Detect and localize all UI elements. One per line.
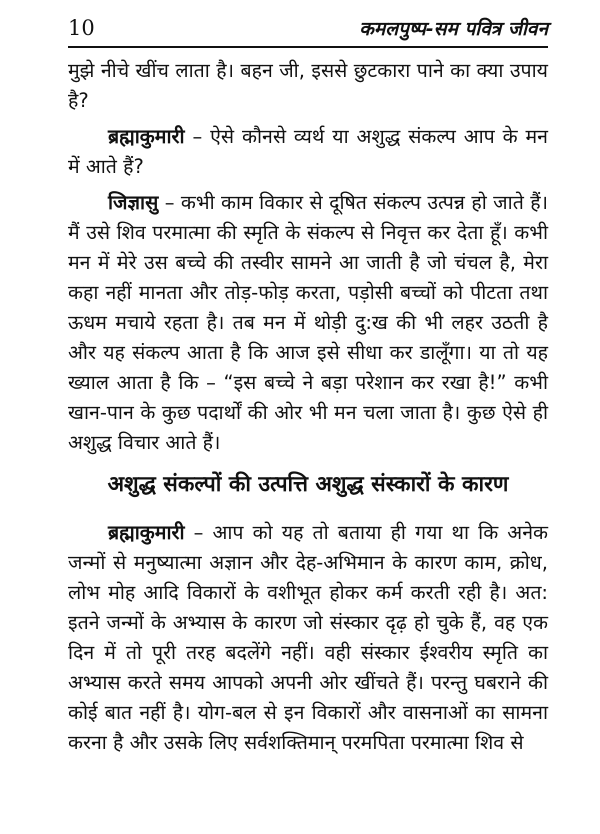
header-rule	[68, 46, 548, 48]
paragraph-brahmakumari-question	[68, 122, 548, 182]
paragraph-text: – ऐसे कौनसे व्यर्थ या अशुद्ध संकल्प आप के मन में आते हैं?	[68, 125, 548, 178]
paragraph-continuation	[68, 56, 548, 116]
paragraph-jigyasu-answer	[68, 188, 548, 458]
speaker-label: जिज्ञासु	[108, 191, 159, 214]
page-body	[68, 56, 548, 764]
running-title: कमलपुष्प-सम पवित्र जीवन	[359, 18, 548, 40]
speaker-label: ब्रह्माकुमारी	[108, 521, 185, 544]
paragraph-text: मुझे नीचे खींच लाता है। बहन जी, इससे छुटकारा पाने का क्या उपाय है?	[68, 59, 548, 112]
speaker-label: ब्रह्माकुमारी	[108, 125, 185, 148]
page-header	[68, 14, 548, 44]
page-number: 10	[68, 16, 95, 40]
paragraph-text: – कभी काम विकार से दूषित संकल्प उत्पन्न हो जाते हैं। मैं उसे शिव परमात्मा की स्मृति के संकल्प से निवृत्त कर देता हूँ। कभी मन में मेरे उस बच्चे की तस्वीर सामने आ जाती है जो चंचल है, मेरा कहा नहीं मानता और तोड़-फोड़ करता, पड़ोसी बच्चों को पीटता तथा ऊधम मचाये रहता है। तब मन में थोड़ी दु:ख की भी लहर उठती है और यह संकल्प आता है कि आज इसे सीधा कर डालूँगा। या तो यह ख्याल आता है कि – “इस बच्चे ने बड़ा परेशान कर रखा है!” कभी खान-पान के कुछ पदार्थों की ओर भी मन चला जाता है। कुछ ऐसे ही अशुद्ध विचार आते हैं।	[68, 191, 548, 454]
section-heading: अशुद्ध संकल्पों की उत्पत्ति अशुद्ध संस्कारों के कारण	[107, 472, 509, 497]
paragraph-text: – आप को यह तो बताया ही गया था कि अनेक जन्मों से मनुष्यात्मा अज्ञान और देह-अभिमान के कारण काम, क्रोध, लोभ मोह आदि विकारों के वशीभूत होकर कर्म करती रही है। अत: इतने जन्मों के अभ्यास के कारण जो संस्कार दृढ़ हो चुके हैं, वह एक दिन में तो पूरी तरह बदलेंगे नहीं। वही संस्कार ईश्वरीय स्मृति का अभ्यास करते समय आपको अपनी ओर खींचते हैं। परन्तु घबराने की कोई बात नहीं है। योग-बल से इन विकारों और वासनाओं का सामना करना है और उसके लिए सर्वशक्तिमान् परमपिता परमात्मा शिव से	[68, 521, 548, 754]
paragraph-brahmakumari-explanation	[68, 518, 548, 758]
